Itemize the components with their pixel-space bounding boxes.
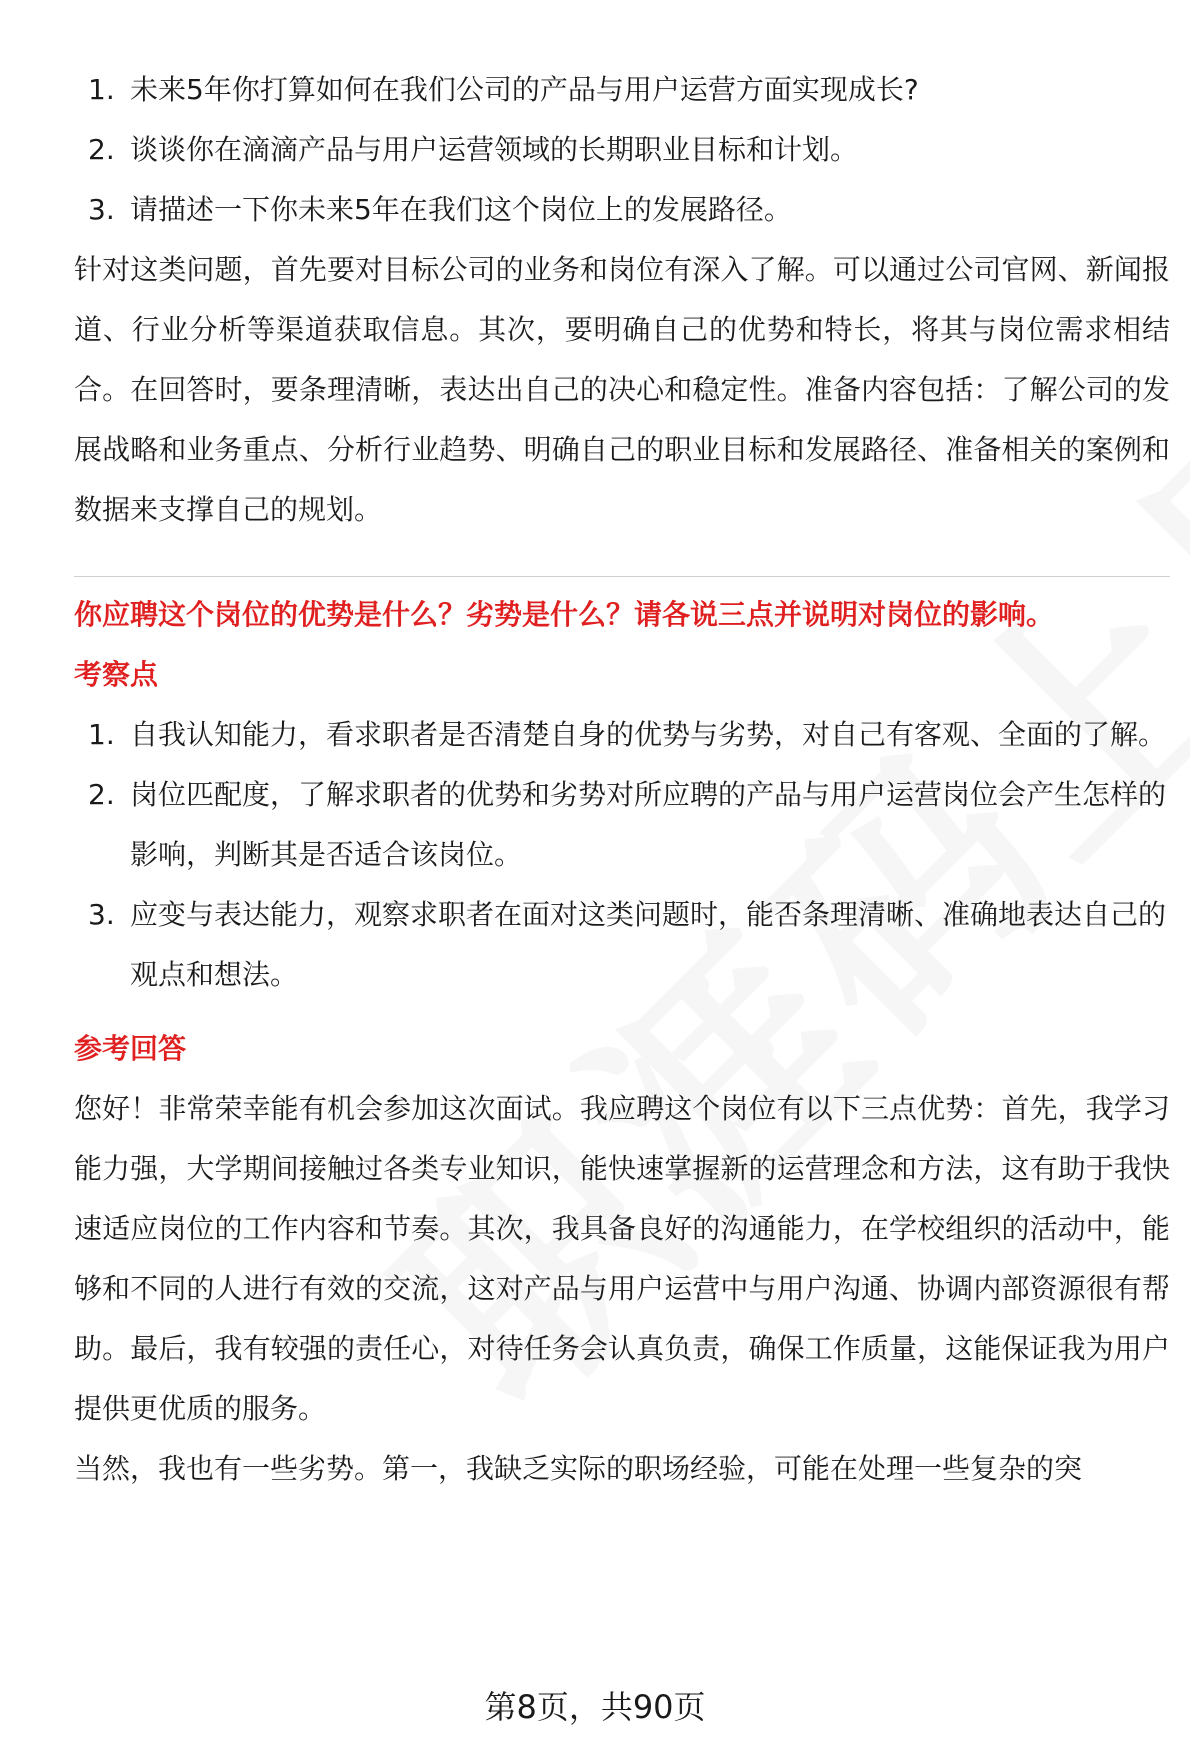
list-number: 3.	[88, 193, 115, 226]
list-text: 自我认知能力，看求职者是否清楚自身的优势与劣势，对自己有客观、全面的了解。	[130, 718, 1167, 751]
list-text: 岗位匹配度，了解求职者的优势和劣势对所应聘的产品与用户运营岗位会产生怎样的影响，判断其是否适合该岗位。	[130, 778, 1167, 871]
intro-question-list	[74, 60, 1170, 240]
question-title: 你应聘这个岗位的优势是什么？劣势是什么？请各说三点并说明对岗位的影响。	[74, 598, 1055, 631]
list-item	[74, 180, 1170, 240]
answer-paragraph: 您好！非常荣幸能有机会参加这次面试。我应聘这个岗位有以下三点优势：首先，我学习能力强，大学期间接触过各类专业知识，能快速掌握新的运营理念和方法，这有助于我快速适应岗位的工作内容和节奏。其次，我具备良好的沟通能力，在学校组织的活动中，能够和不同的人进行有效的交流，这对产品与用户运营中与用户沟通、协调内部资源很有帮助。最后，我有较强的责任心，对待任务会认真负责，确保工作质量，这能保证我为用户提供更优质的服务。	[74, 1092, 1170, 1425]
list-number: 2.	[88, 778, 115, 811]
kcd-list	[74, 705, 1170, 1005]
list-item	[74, 885, 1170, 1005]
list-item	[74, 120, 1170, 180]
page-footer: 第8页，共90页	[484, 1688, 706, 1726]
list-text: 请描述一下你未来5年在我们这个岗位上的发展路径。	[130, 193, 792, 226]
answer-heading: 参考回答	[74, 1032, 187, 1065]
list-text: 谈谈你在滴滴产品与用户运营领域的长期职业目标和计划。	[130, 133, 859, 166]
advice-paragraph: 针对这类问题，首先要对目标公司的业务和岗位有深入了解。可以通过公司官网、新闻报道、行业分析等渠道获取信息。其次，要明确自己的优势和特长，将其与岗位需求相结合。在回答时，要条理清晰，表达出自己的决心和稳定性。准备内容包括：了解公司的发展战略和业务重点、分析行业趋势、明确自己的职业目标和发展路径、准备相关的案例和数据来支撑自己的规划。	[74, 253, 1170, 526]
answer-continuation: 当然，我也有一些劣势。第一，我缺乏实际的职场经验，可能在处理一些复杂的突	[74, 1452, 1083, 1485]
list-text: 未来5年你打算如何在我们公司的产品与用户运营方面实现成长?	[130, 73, 919, 106]
document-page	[74, 60, 1170, 1499]
list-text: 应变与表达能力，观察求职者在面对这类问题时，能否条理清晰、准确地表达自己的观点和想法。	[130, 898, 1167, 991]
section-divider	[74, 576, 1170, 577]
list-number: 3.	[88, 898, 115, 931]
kcd-heading: 考察点	[74, 658, 159, 691]
list-number: 1.	[88, 73, 115, 106]
list-number: 1.	[88, 718, 115, 751]
list-item	[74, 60, 1170, 120]
list-item	[74, 705, 1170, 765]
list-number: 2.	[88, 133, 115, 166]
list-item	[74, 765, 1170, 885]
